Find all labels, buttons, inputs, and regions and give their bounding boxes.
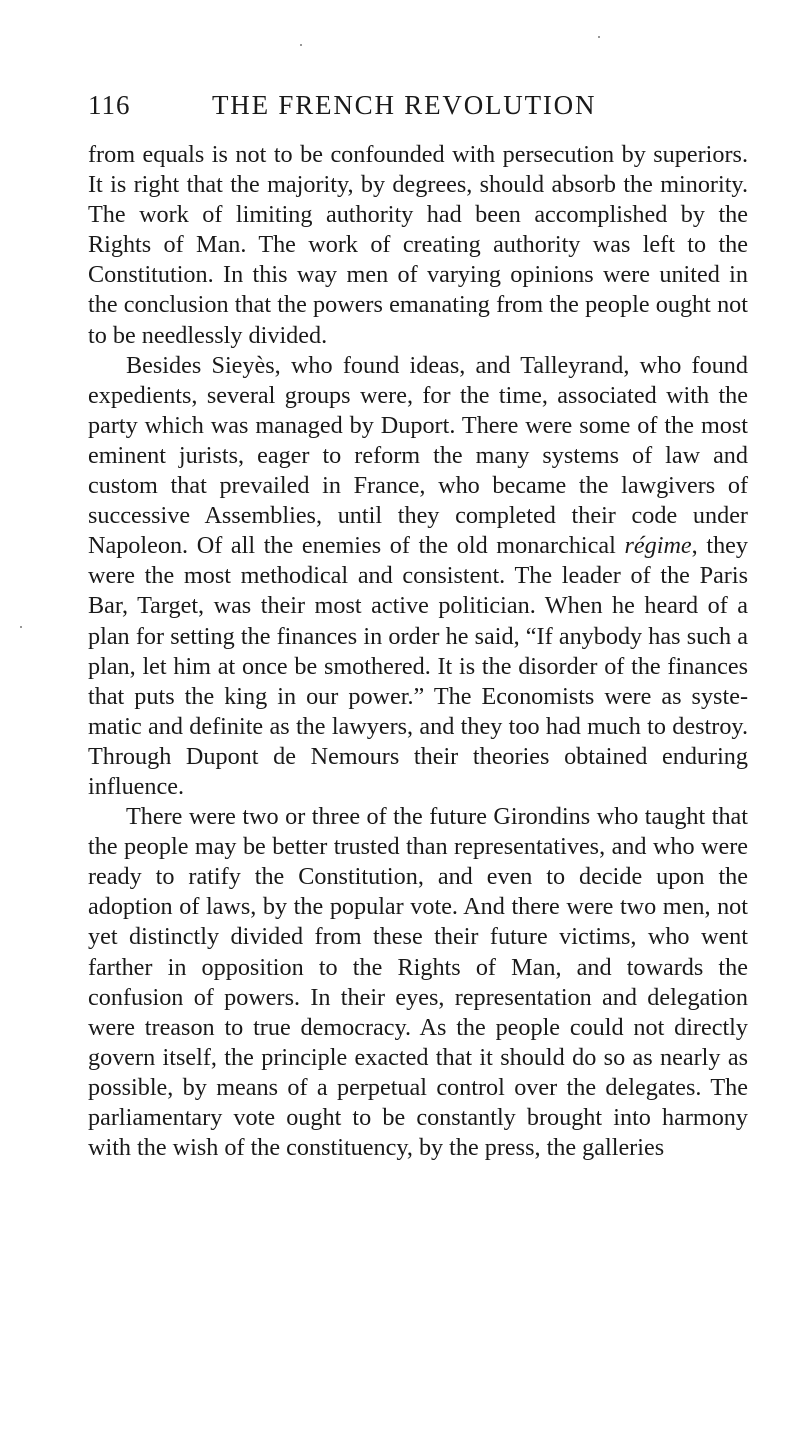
paper-speck <box>300 44 302 46</box>
paragraph-2-text-before: Besides Sieyès, who found ideas, and Talleyrand, who found expedients, several groups were, for the time, associated with the party which was managed by Duport. There were some of the most eminent jurists, eager to reform the many systems of law and custom that prevailed in France, who became the lawgivers of successive Assemblies, until they completed their code under Napoleon. Of all the enemies of the old monarchical <box>88 351 748 560</box>
page-number: 116 <box>88 90 131 120</box>
page-header <box>88 88 748 128</box>
paragraph-2-text-after: , they were the most methodical and consistent. The leader of the Paris Bar, Target, was their most active politician. When he heard of a plan for setting the finances in order he said, “If anybody has such a plan, let him at once be smothered. It is the disorder of the finances that puts the king in our power.” The Economists were as systematic and definite as the lawyers, and they too had much to destroy. Through Dupont de Nemours their theories obtained enduring influence. <box>88 532 748 800</box>
paper-speck <box>598 36 600 38</box>
paper-speck <box>20 626 22 628</box>
body-text <box>88 140 748 1163</box>
paragraph-2 <box>88 351 748 802</box>
italic-regime: régime <box>624 532 692 560</box>
paragraph-1: from equals is not to be confounded with persecution by superiors. It is right that the majority, by degrees, should absorb the minority. The work of limiting authority had been accomplished by the Rights of Man. The work of creating authority was left to the Constitution. In this way men of varying opinions were united in the conclusion that the powers emanating from the people ought not to be needlessly divided. <box>88 141 748 349</box>
paragraph-3: There were two or three of the future Girondins who taught that the people may be better trusted than representatives, and who were ready to ratify the Constitution, and even to decide upon the adoption of laws, by the popular vote. And there were two men, not yet distinctly divided from these their future victims, who went farther in opposition to the Rights of Man, and towards the confusion of powers. In their eyes, representation and delegation were treason to true democracy. As the people could not directly govern itself, the principle exacted that it should do so as nearly as possible, by means of a perpetual control over the delegates. The parliamentary vote ought to be constantly brought into harmony with the wish of the constituency, by the press, the galleries <box>88 803 748 1162</box>
running-title: THE FRENCH REVOLUTION <box>212 90 597 120</box>
